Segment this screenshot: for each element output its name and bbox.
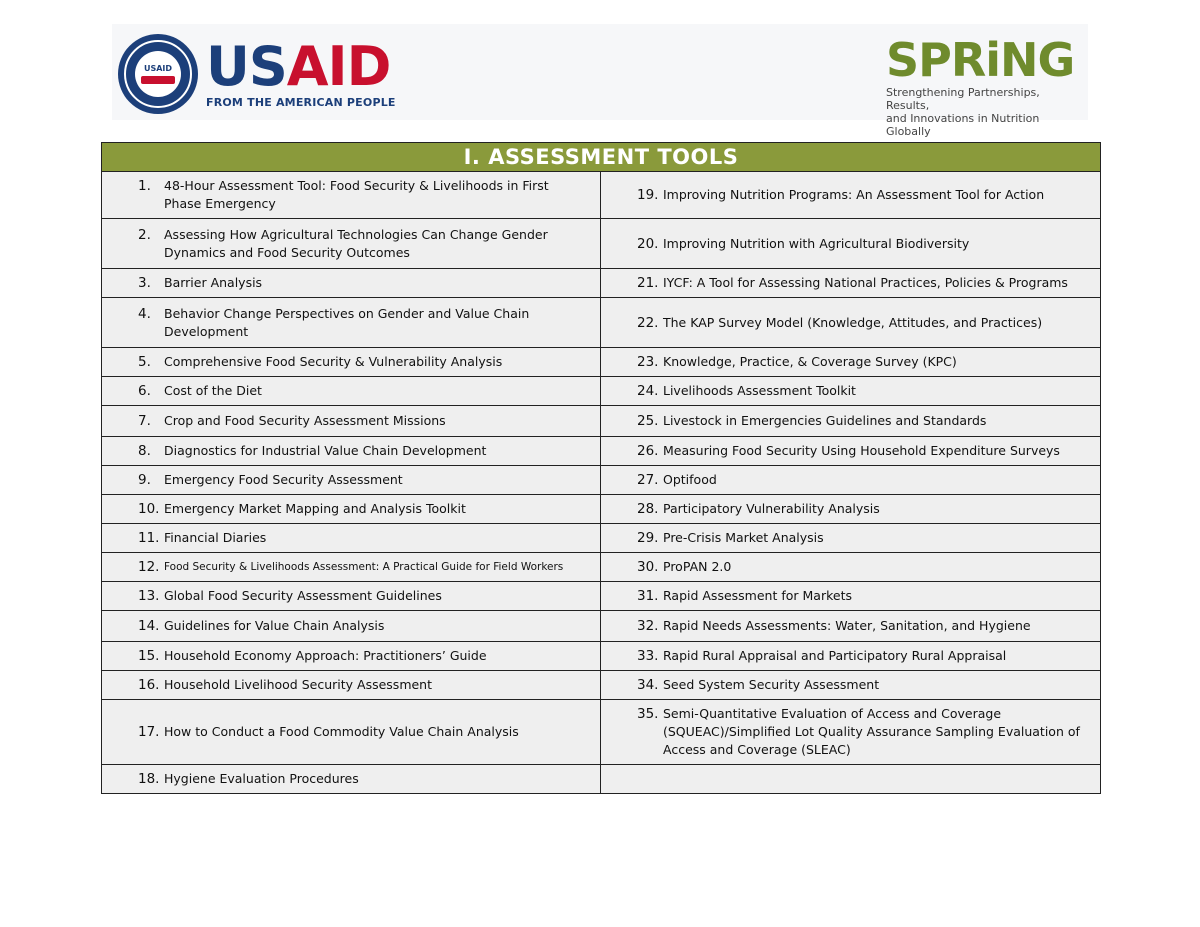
tool-name: Hygiene Evaluation Procedures xyxy=(164,771,359,786)
tool-cell-right xyxy=(601,348,1101,377)
tool-name: Behavior Change Perspectives on Gender and Value Chain Development xyxy=(164,305,530,339)
tool-cell-right xyxy=(601,553,1101,582)
tool-number: 23. xyxy=(637,354,659,370)
tool-name: 48-Hour Assessment Tool: Food Security & Livelihoods in First Phase Emergency xyxy=(164,178,549,211)
table-row xyxy=(102,437,1101,466)
tool-cell-left xyxy=(102,582,601,611)
spring-wordmark: SPRiNG xyxy=(886,33,1075,87)
tool-name: Barrier Analysis xyxy=(164,275,263,290)
tool-number: 10. xyxy=(138,501,160,517)
tool-name: Global Food Security Assessment Guidelines xyxy=(164,588,442,603)
usaid-tagline: FROM THE AMERICAN PEOPLE xyxy=(206,95,396,109)
tool-number: 20. xyxy=(637,235,659,252)
table-row xyxy=(102,377,1101,406)
tool-name: Household Economy Approach: Practitioners’ Guide xyxy=(164,648,487,663)
tool-name: The KAP Survey Model (Knowledge, Attitudes, and Practices) xyxy=(663,314,1043,330)
tool-cell-right xyxy=(601,765,1101,794)
tool-number: 4. xyxy=(138,305,151,322)
tool-cell-right xyxy=(601,219,1101,269)
tool-cell-left xyxy=(102,611,601,642)
tool-cell-left xyxy=(102,671,601,700)
tool-name: Crop and Food Security Assessment Missions xyxy=(164,413,446,428)
tool-cell-right xyxy=(601,611,1101,642)
tool-number: 21. xyxy=(637,275,659,291)
tools-list xyxy=(102,172,1101,794)
tool-cell-left xyxy=(102,298,601,348)
tool-cell-left xyxy=(102,524,601,553)
table-row xyxy=(102,406,1101,437)
tool-name: Cost of the Diet xyxy=(164,383,262,398)
tool-number: 19. xyxy=(637,187,659,203)
tool-cell-right xyxy=(601,269,1101,298)
tool-name: Seed System Security Assessment xyxy=(663,677,880,692)
tool-cell-left xyxy=(102,219,601,269)
tool-cell-right xyxy=(601,582,1101,611)
tool-cell-left xyxy=(102,172,601,219)
tool-cell-left xyxy=(102,495,601,524)
usaid-seal-icon xyxy=(118,34,198,114)
tool-name: Financial Diaries xyxy=(164,530,267,545)
tool-name: Emergency Market Mapping and Analysis Toolkit xyxy=(164,501,466,516)
tool-name: Participatory Vulnerability Analysis xyxy=(663,501,880,516)
tool-name: Rapid Assessment for Markets xyxy=(663,588,852,603)
tool-cell-left xyxy=(102,466,601,495)
table-row xyxy=(102,269,1101,298)
spring-tagline-line1: Strengthening Partnerships, Results, xyxy=(886,86,1040,112)
tool-number: 22. xyxy=(637,314,659,331)
tool-cell-left xyxy=(102,765,601,794)
table-row xyxy=(102,553,1101,582)
table-row xyxy=(102,671,1101,700)
tool-name: Improving Nutrition with Agricultural Biodiversity xyxy=(663,235,970,251)
table-row xyxy=(102,765,1101,794)
table-row xyxy=(102,495,1101,524)
tool-number: 5. xyxy=(138,354,151,370)
tool-number: 11. xyxy=(138,530,160,546)
tool-number: 35. xyxy=(637,706,659,722)
tool-number: 31. xyxy=(637,588,659,604)
tool-name: Knowledge, Practice, & Coverage Survey (KPC) xyxy=(663,354,957,369)
spring-tagline xyxy=(886,86,1086,138)
tool-name: Food Security & Livelihoods Assessment: A Practical Guide for Field Workers xyxy=(164,561,564,573)
tool-name: Rapid Rural Appraisal and Participatory Rural Appraisal xyxy=(663,648,1007,663)
header-banner xyxy=(112,24,1088,138)
table-row xyxy=(102,524,1101,553)
tool-cell-left xyxy=(102,406,601,437)
tool-name: IYCF: A Tool for Assessing National Practices, Policies & Programs xyxy=(663,275,1068,290)
tool-cell-right xyxy=(601,642,1101,671)
tool-name: Household Livelihood Security Assessment xyxy=(164,677,433,692)
tool-cell-left xyxy=(102,642,601,671)
tool-number: 3. xyxy=(138,275,151,291)
tool-name: Semi-Quantitative Evaluation of Access and Coverage (SQUEAC)/Simplified Lot Quality Assurance Sampling Evaluation of Access and Coverage (SLEAC) xyxy=(663,706,1080,757)
tool-name: Optifood xyxy=(663,472,717,487)
tool-name: Emergency Food Security Assessment xyxy=(164,472,403,487)
tool-number: 1. xyxy=(138,178,151,194)
tool-name: Comprehensive Food Security & Vulnerability Analysis xyxy=(164,354,503,369)
tool-cell-left xyxy=(102,553,601,582)
tool-number: 2. xyxy=(138,226,151,243)
tool-number: 8. xyxy=(138,443,151,459)
tool-cell-left xyxy=(102,377,601,406)
tool-number: 26. xyxy=(637,443,659,459)
tool-cell-right xyxy=(601,172,1101,219)
tool-cell-right xyxy=(601,466,1101,495)
tool-number: 25. xyxy=(637,413,659,429)
tool-number: 34. xyxy=(637,677,659,693)
section-title: I. ASSESSMENT TOOLS xyxy=(102,143,1101,172)
table-row xyxy=(102,298,1101,348)
tool-name: Pre-Crisis Market Analysis xyxy=(663,530,824,545)
tool-number: 17. xyxy=(138,724,160,740)
tool-cell-left xyxy=(102,700,601,765)
usaid-logo xyxy=(118,34,396,114)
tool-number: 7. xyxy=(138,413,151,429)
table-row xyxy=(102,611,1101,642)
tool-number: 32. xyxy=(637,618,659,634)
tool-cell-right xyxy=(601,524,1101,553)
tool-number: 24. xyxy=(637,383,659,399)
tool-name: Measuring Food Security Using Household Expenditure Surveys xyxy=(663,443,1060,458)
tool-name: Assessing How Agricultural Technologies Can Change Gender Dynamics and Food Security Outcomes xyxy=(164,226,548,260)
table-row xyxy=(102,642,1101,671)
tool-name: Livestock in Emergencies Guidelines and Standards xyxy=(663,413,987,428)
assessment-tools-table xyxy=(101,142,1101,794)
tool-number: 30. xyxy=(637,559,659,575)
tool-cell-right xyxy=(601,700,1101,765)
spring-logo xyxy=(886,33,1086,138)
table-row xyxy=(102,582,1101,611)
tool-number: 13. xyxy=(138,588,160,604)
tool-cell-left xyxy=(102,348,601,377)
tool-name: Diagnostics for Industrial Value Chain Development xyxy=(164,443,487,458)
tool-cell-right xyxy=(601,406,1101,437)
tool-name: Guidelines for Value Chain Analysis xyxy=(164,618,385,633)
tool-number: 18. xyxy=(138,771,160,787)
usaid-seal-text: USAID xyxy=(143,64,173,73)
tool-number: 16. xyxy=(138,677,160,693)
tool-cell-right xyxy=(601,671,1101,700)
table-row xyxy=(102,348,1101,377)
usaid-wordmark xyxy=(206,34,396,98)
tool-name: ProPAN 2.0 xyxy=(663,559,732,574)
table-row xyxy=(102,466,1101,495)
tool-number: 29. xyxy=(637,530,659,546)
usaid-wordmark-aid: AID xyxy=(286,34,391,98)
tool-number: 6. xyxy=(138,383,151,399)
tool-number: 33. xyxy=(637,648,659,664)
tool-cell-right xyxy=(601,437,1101,466)
tool-cell-left xyxy=(102,437,601,466)
tool-name: Livelihoods Assessment Toolkit xyxy=(663,383,856,398)
table-row xyxy=(102,172,1101,219)
tool-number: 12. xyxy=(138,559,160,575)
tool-name: Rapid Needs Assessments: Water, Sanitation, and Hygiene xyxy=(663,618,1031,633)
tool-cell-left xyxy=(102,269,601,298)
table-row xyxy=(102,219,1101,269)
tool-number: 15. xyxy=(138,648,160,664)
tool-name: How to Conduct a Food Commodity Value Chain Analysis xyxy=(164,724,519,739)
table-row xyxy=(102,700,1101,765)
tool-cell-right xyxy=(601,495,1101,524)
spring-tagline-line2: and Innovations in Nutrition Globally xyxy=(886,112,1040,138)
tool-number: 9. xyxy=(138,472,151,488)
usaid-wordmark-us: US xyxy=(206,34,287,98)
tool-cell-right xyxy=(601,377,1101,406)
tool-name: Improving Nutrition Programs: An Assessment Tool for Action xyxy=(663,187,1045,202)
tool-cell-right xyxy=(601,298,1101,348)
tool-number: 14. xyxy=(138,618,160,634)
tool-number: 27. xyxy=(637,472,659,488)
tool-number: 28. xyxy=(637,501,659,517)
